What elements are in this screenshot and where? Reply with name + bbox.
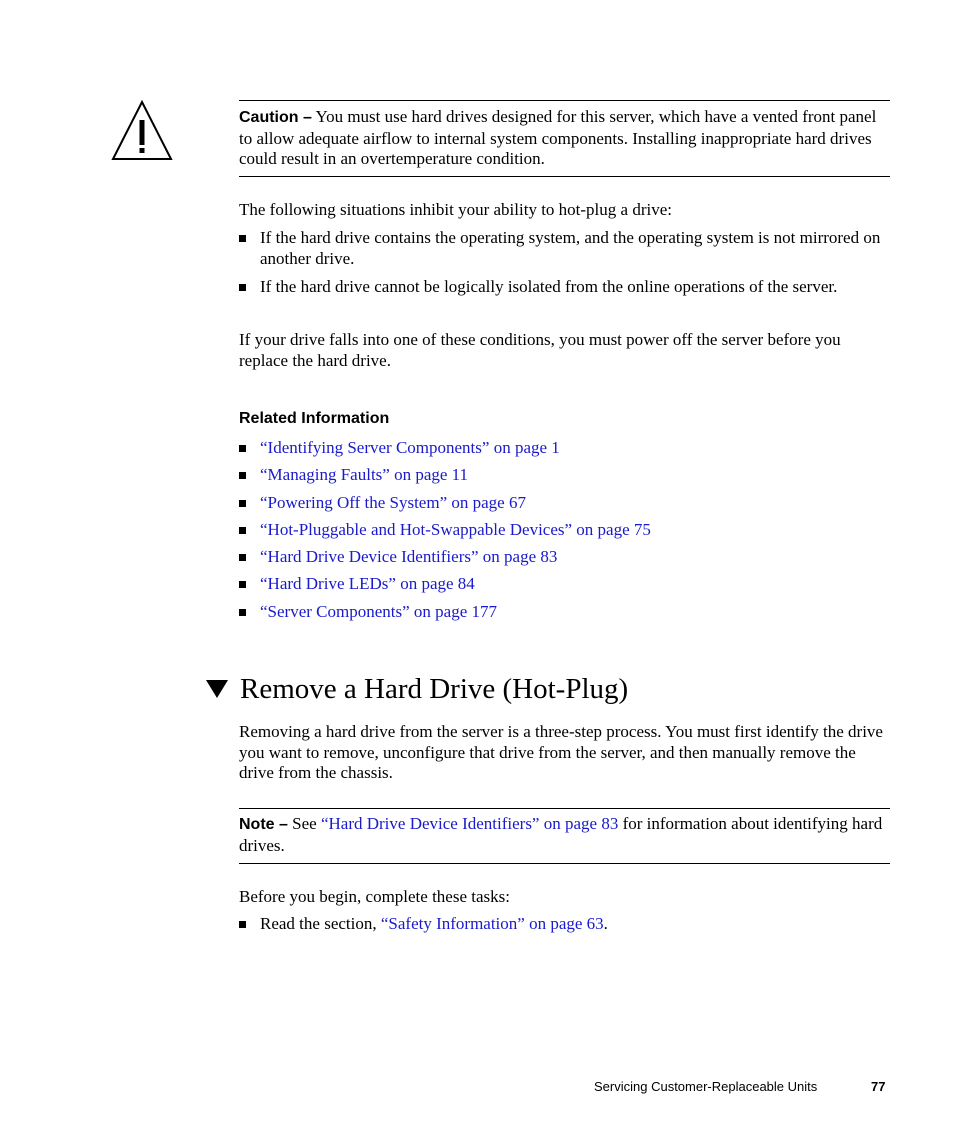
section-paragraph: Removing a hard drive from the server is a three-step process. You must first identify the drive you want to remove, unconfigure that drive from the server, and then manually remove the drive from the chassis. <box>239 722 883 782</box>
caution-warning-icon <box>111 100 173 162</box>
list-item <box>239 547 890 574</box>
caution-top-rule <box>239 100 890 101</box>
intro-paragraph: The following situations inhibit your ability to hot-plug a drive: <box>239 200 672 219</box>
bullet-icon <box>239 235 246 242</box>
caution-label: Caution – <box>239 109 312 126</box>
tasks-intro: Before you begin, complete these tasks: <box>239 887 510 906</box>
bullet-icon <box>239 921 246 928</box>
footer-page-number: 77 <box>871 1079 886 1094</box>
list-item <box>239 465 890 492</box>
related-link[interactable]: “Managing Faults” on page 11 <box>260 465 469 485</box>
bullet-icon <box>239 554 246 561</box>
list-item: Read the section, “Safety Information” on page 63. <box>239 914 890 935</box>
bullet-icon <box>239 527 246 534</box>
caution-text: You must use hard drives designed for this server, which have a vented front panel to allow adequate airflow to internal system components. Installing inappropriate hard drives could result in an overtemperature condition. <box>239 107 877 168</box>
bullet-icon <box>239 581 246 588</box>
note-top-rule <box>239 808 890 809</box>
related-link[interactable]: “Identifying Server Components” on page 1 <box>260 438 560 457</box>
related-link[interactable]: “Hot-Pluggable and Hot-Swappable Devices” on page 75 <box>260 519 651 539</box>
related-link[interactable]: “Server Components” on page 177 <box>260 601 497 621</box>
caution-bottom-rule <box>239 176 890 177</box>
bullet-icon <box>239 284 246 291</box>
list-item <box>239 574 890 601</box>
bullet-icon <box>239 445 246 452</box>
power-off-paragraph: If your drive falls into one of these conditions, you must power off the server before you replace the hard drive. <box>239 330 841 370</box>
list-item: If the hard drive cannot be logically isolated from the online operations of the server. <box>239 277 890 298</box>
note-block: Note – See “Hard Drive Device Identifiers” on page 83 for information about identifying hard drives. <box>239 814 883 855</box>
related-link[interactable]: “Hard Drive LEDs” on page 84 <box>260 574 475 594</box>
bullet-icon <box>239 472 246 479</box>
note-label: Note – <box>239 816 288 833</box>
bullet-icon <box>239 609 246 616</box>
related-link[interactable]: “Hard Drive Device Identifiers” on page 83 <box>260 547 558 567</box>
related-links-list <box>239 438 890 629</box>
caution-block <box>239 107 890 170</box>
related-link[interactable]: “Powering Off the System” on page 67 <box>260 492 526 512</box>
tasks-list <box>239 914 890 935</box>
list-item <box>239 493 890 520</box>
note-link[interactable]: “Hard Drive Device Identifiers” on page 83 <box>320 814 619 833</box>
list-item <box>239 520 890 547</box>
section-title: Remove a Hard Drive (Hot-Plug) <box>240 673 629 705</box>
situations-list <box>239 228 890 298</box>
list-item <box>239 602 890 629</box>
related-information-heading: Related Information <box>239 410 390 427</box>
note-bottom-rule <box>239 863 890 864</box>
list-item: If the hard drive contains the operating system, and the operating system is not mirrored on another drive. <box>239 228 890 269</box>
footer-chapter-title: Servicing Customer-Replaceable Units <box>594 1079 818 1094</box>
bullet-icon <box>239 500 246 507</box>
list-item <box>239 438 890 465</box>
safety-information-link[interactable]: “Safety Information” on page 63 <box>380 914 604 933</box>
triangle-down-icon <box>205 679 229 699</box>
